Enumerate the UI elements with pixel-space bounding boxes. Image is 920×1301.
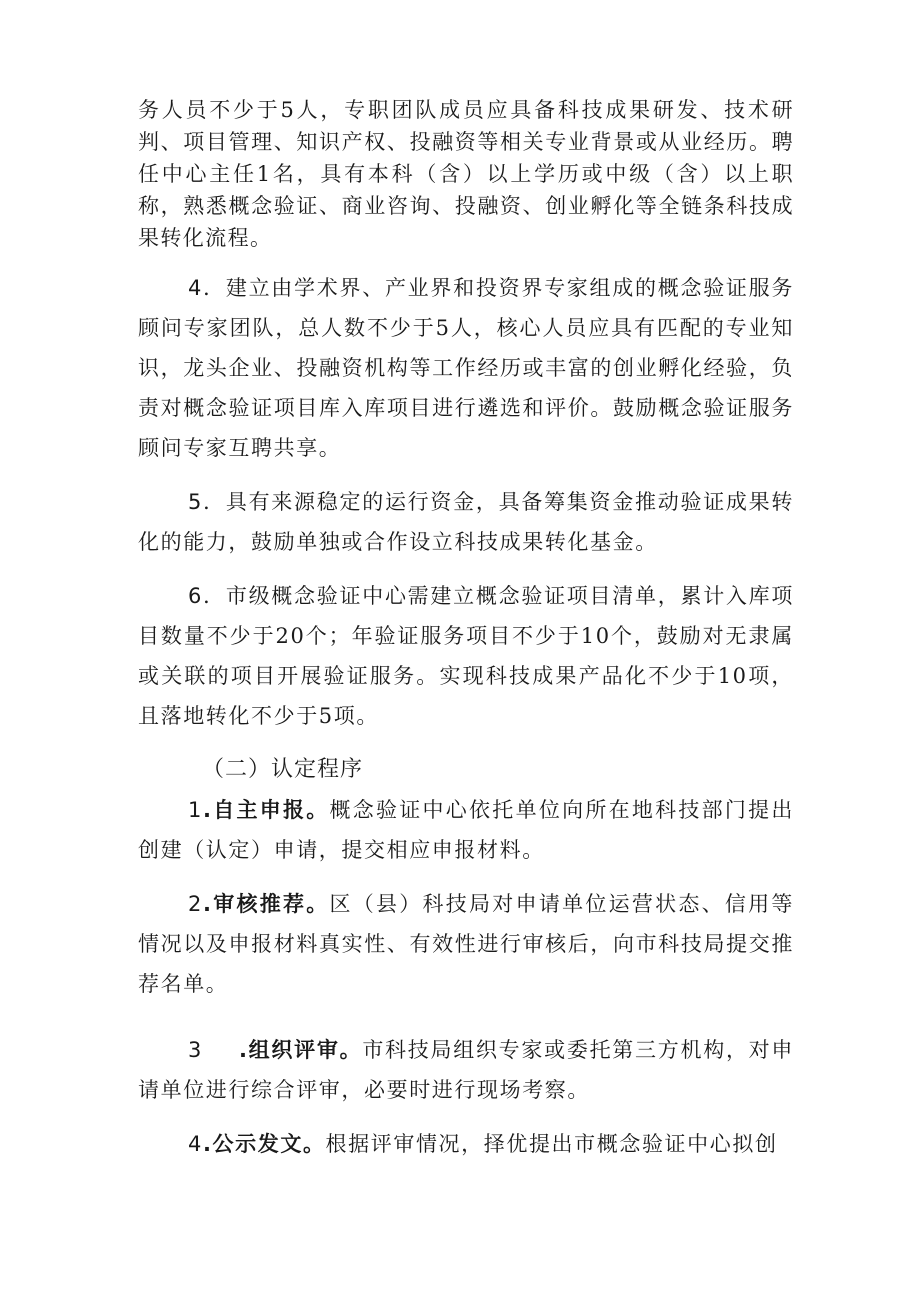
section-heading: （二）认定程序 xyxy=(202,757,364,782)
item-number: 4 xyxy=(188,276,203,300)
paragraph-item-5 xyxy=(138,482,794,562)
step-1 xyxy=(138,790,794,870)
step-text: 区（县）科技局对申请单位运营状态、信用等情况以及申报材料真实性、有效性进行审核后，向市科技局提交推荐名单。 xyxy=(138,892,795,996)
step-text: 概念验证中心依托单位向所在地科技部门提出创建（认定）申请，提交相应申报材料。 xyxy=(138,798,795,862)
step-number: 2 xyxy=(188,892,203,916)
step-number: 3 xyxy=(188,1038,203,1062)
item-number: 6 xyxy=(188,584,203,608)
paragraph-item-6 xyxy=(138,576,794,736)
step-number: 4 xyxy=(188,1132,203,1156)
item-text: ．具有来源稳定的运行资金，具备筹集资金推动验证成果转化的能力，鼓励单独或合作设立科技成果转化基金。 xyxy=(138,490,794,554)
step-title: .公示发文。 xyxy=(202,1132,326,1156)
paragraph-staff-requirements: 务人员不少于5人，专职团队成员应具备科技成果研发、技术研判、项目管理、知识产权、投融资等相关专业背景或从业经历。聘任中心主任1名，具有本科（含）以上学历或中级（含）以上职称，熟悉概念验证、商业咨询、投融资、创业孵化等全链条科技成果转化流程。 xyxy=(138,98,794,250)
step-title: .自主申报。 xyxy=(202,798,330,822)
step-3 xyxy=(138,1030,794,1110)
step-2 xyxy=(138,884,794,1004)
step-text: 根据评审情况，择优提出市概念验证中心拟创 xyxy=(325,1132,778,1156)
item-text: ．建立由学术界、产业界和投资界专家组成的概念验证服务顾问专家团队，总人数不少于5人，核心人员应具有匹配的专业知识，龙头企业、投融资机构等工作经历或丰富的创业孵化经验，负责对概念验证项目库入库项目进行遴选和评价。鼓励概念验证服务顾问专家互聘共享。 xyxy=(138,276,794,460)
step-4 xyxy=(138,1124,794,1164)
step-title: .审核推荐。 xyxy=(202,892,330,916)
paragraph-item-4 xyxy=(138,268,794,468)
step-number: 1 xyxy=(188,798,203,822)
step-text: 市科技局组织专家或委托第三方机构，对申请单位进行综合评审，必要时进行现场考察。 xyxy=(138,1038,794,1102)
item-number: 5 xyxy=(188,490,203,514)
step-title: .组织评审。 xyxy=(238,1038,363,1062)
item-text: ．市级概念验证中心需建立概念验证项目清单，累计入库项目数量不少于20个；年验证服务项目不少于10个，鼓励对无隶属或关联的项目开展验证服务。实现科技成果产品化不少于10项，且落地转化不少于5项。 xyxy=(138,584,794,728)
